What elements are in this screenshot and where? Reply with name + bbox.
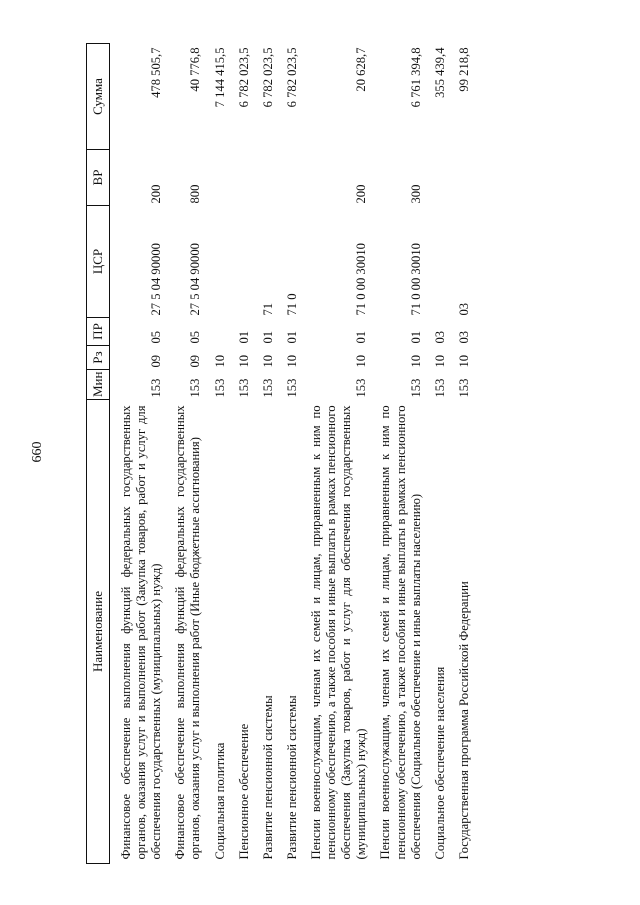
header-name: Наименование xyxy=(87,400,110,864)
header-sum: Сумма xyxy=(87,44,110,150)
row-name: Пенсии военнослужащим, членам их семей и лицам, приравненным к ним по пенсионному обеспечению, а также пособия и иные выплаты в рамках пенсионного обеспечения (Социальное обеспечение и иные выплаты населению) xyxy=(378,405,423,860)
table-row xyxy=(110,44,165,864)
row-sum: 6 782 023,5 xyxy=(260,47,275,108)
table-row xyxy=(424,44,448,864)
row-csr xyxy=(204,206,228,318)
row-rz: 10 xyxy=(408,354,423,368)
row-min: 153 xyxy=(188,378,203,398)
row-pr: 01 xyxy=(260,330,275,344)
row-pr: 01 xyxy=(354,330,369,344)
row-csr: 27 5 04 90000 xyxy=(188,243,203,316)
row-min: 153 xyxy=(456,378,471,398)
row-rz: 10 xyxy=(284,354,299,368)
row-min: 153 xyxy=(236,378,251,398)
page-number: 660 xyxy=(30,441,45,463)
table-row xyxy=(252,44,276,864)
row-pr: 05 xyxy=(188,330,203,344)
row-vr xyxy=(448,150,472,206)
row-name: Развитие пенсионной системы xyxy=(260,695,275,860)
row-min: 153 xyxy=(149,378,164,398)
row-name: Пенсионное обеспечение xyxy=(236,723,251,860)
row-name: Пенсии военнослужащим, членам их семей и лицам, приравненным к ним по пенсионному обеспечению, а также пособия и иные выплаты в рамках пенсионного обеспечения (Закупка товаров, работ и услуг для обеспечения государственных (муниципальных) нужд) xyxy=(308,405,369,860)
header-vr: ВР xyxy=(87,150,110,206)
row-sum: 7 144 415,5 xyxy=(212,47,227,108)
row-min: 153 xyxy=(260,378,275,398)
row-rz: 10 xyxy=(354,354,369,368)
row-sum: 40 776,8 xyxy=(188,47,203,92)
row-sum: 355 439,4 xyxy=(432,47,447,98)
row-csr: 71 xyxy=(260,302,275,316)
row-vr: 200 xyxy=(149,184,164,204)
table-row xyxy=(448,44,472,864)
header-min: Мин xyxy=(87,370,110,400)
row-csr xyxy=(424,206,448,318)
row-pr: 05 xyxy=(149,330,164,344)
row-min: 153 xyxy=(212,378,227,398)
row-vr: 300 xyxy=(408,184,423,204)
table-row xyxy=(276,44,300,864)
row-pr: 01 xyxy=(284,330,299,344)
row-name: Социальное обеспечение населения xyxy=(432,666,447,860)
row-pr: 01 xyxy=(236,330,251,344)
header-csr: ЦСР xyxy=(87,206,110,318)
table-body xyxy=(110,44,472,864)
row-rz: 09 xyxy=(149,354,164,368)
row-csr xyxy=(228,206,252,318)
row-pr: 01 xyxy=(408,330,423,344)
row-name: Финансовое обеспечение выполнения функций федеральных государственных органов, оказания услуг и выполнения работ (Закупка товаров, работ и услуг для обеспечения государственных (муниципальных) нужд) xyxy=(119,405,164,860)
row-rz: 10 xyxy=(432,354,447,368)
row-rz: 09 xyxy=(188,354,203,368)
row-vr: 200 xyxy=(354,184,369,204)
row-csr: 71 0 00 30010 xyxy=(408,243,423,316)
row-name: Государственная программа Российской Федерации xyxy=(456,581,471,860)
table-header xyxy=(87,44,110,864)
row-rz: 10 xyxy=(236,354,251,368)
row-rz: 10 xyxy=(260,354,275,368)
row-vr: 800 xyxy=(188,184,203,204)
row-name: Развитие пенсионной системы xyxy=(284,695,299,860)
row-sum: 6 782 023,5 xyxy=(236,47,251,108)
row-pr: 03 xyxy=(432,330,447,344)
row-name: Финансовое обеспечение выполнения функций федеральных государственных органов, оказания услуг и выполнения работ (Иные бюджетные ассигнования) xyxy=(173,405,203,860)
row-pr: 03 xyxy=(456,330,471,344)
row-vr xyxy=(204,150,228,206)
row-vr xyxy=(424,150,448,206)
row-sum: 6 761 394,8 xyxy=(408,47,423,108)
row-rz: 10 xyxy=(212,354,227,368)
header-pr: ПР xyxy=(87,318,110,346)
row-min: 153 xyxy=(284,378,299,398)
row-sum: 478 505,7 xyxy=(149,47,164,98)
row-vr xyxy=(276,150,300,206)
table-row xyxy=(164,44,203,864)
table-row xyxy=(300,44,369,864)
row-sum: 20 628,7 xyxy=(354,47,369,92)
header-rz: Рз xyxy=(87,346,110,370)
budget-table xyxy=(86,43,472,864)
row-sum: 99 218,8 xyxy=(456,47,471,92)
table-row xyxy=(369,44,423,864)
row-csr: 71 0 00 30010 xyxy=(354,243,369,316)
row-csr: 27 5 04 90000 xyxy=(149,243,164,316)
budget-table-frame xyxy=(86,44,606,864)
row-min: 153 xyxy=(408,378,423,398)
table-row xyxy=(228,44,252,864)
row-vr xyxy=(252,150,276,206)
row-csr: 03 xyxy=(456,302,471,316)
row-name: Социальная политика xyxy=(212,742,227,860)
row-csr: 71 0 xyxy=(284,293,299,316)
row-min: 153 xyxy=(354,378,369,398)
table-row xyxy=(204,44,228,864)
row-min: 153 xyxy=(432,378,447,398)
row-rz: 10 xyxy=(456,354,471,368)
row-pr xyxy=(204,318,228,346)
row-vr xyxy=(228,150,252,206)
row-sum: 6 782 023,5 xyxy=(284,47,299,108)
